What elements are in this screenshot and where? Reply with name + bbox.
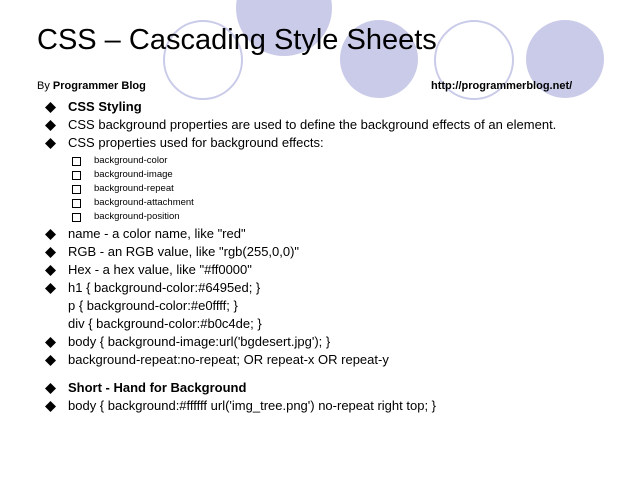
diamond-bullet-icon <box>45 355 56 366</box>
bullet-text: CSS properties used for background effects: <box>68 135 324 150</box>
bullet-item-background-image <box>45 333 625 351</box>
diamond-bullet-icon <box>45 337 56 348</box>
sub-item-text: background-attachment <box>94 197 194 208</box>
bullet-list <box>45 98 625 415</box>
sub-item-background-attachment <box>72 196 625 210</box>
bullet-text: background-repeat:no-repeat; OR repeat-x OR repeat-y <box>68 352 389 367</box>
bullet-text: Hex - a hex value, like "#ff0000" <box>68 262 252 277</box>
bullet-item-css-styling <box>45 98 625 116</box>
hollow-square-bullet-icon <box>72 199 81 208</box>
sub-bullet-list <box>45 154 625 224</box>
sub-item-background-image <box>72 168 625 182</box>
bullet-text: CSS Styling <box>68 99 142 114</box>
diamond-bullet-icon <box>45 120 56 131</box>
code-line-h1: h1 { background-color:#6495ed; } <box>68 280 261 295</box>
sub-item-text: background-position <box>94 211 180 222</box>
bullet-text: RGB - an RGB value, like "rgb(255,0,0)" <box>68 244 300 259</box>
diamond-bullet-icon <box>45 229 56 240</box>
bullet-item-color-name <box>45 225 625 243</box>
bullet-item-css-properties <box>45 134 625 152</box>
bullet-item-rgb-value <box>45 243 625 261</box>
sub-item-text: background-image <box>94 169 173 180</box>
hollow-square-bullet-icon <box>72 157 81 166</box>
diamond-bullet-icon <box>45 383 56 394</box>
bullet-text: CSS background properties are used to define the background effects of an element. <box>68 117 557 132</box>
blog-url: http://programmerblog.net/ <box>431 80 573 92</box>
hollow-square-bullet-icon <box>72 213 81 222</box>
diamond-bullet-icon <box>45 283 56 294</box>
slide-title: CSS – Cascading Style Sheets <box>37 24 437 56</box>
hollow-square-bullet-icon <box>72 185 81 194</box>
bullet-item-css-examples <box>45 279 625 333</box>
hollow-square-bullet-icon <box>72 171 81 180</box>
bullet-text: name - a color name, like "red" <box>68 226 246 241</box>
sub-item-background-repeat <box>72 182 625 196</box>
diamond-bullet-icon <box>45 247 56 258</box>
bullet-text: body { background:#ffffff url('img_tree.png') no-repeat right top; } <box>68 398 437 413</box>
bullet-item-hex-value <box>45 261 625 279</box>
diamond-bullet-icon <box>45 102 56 113</box>
diamond-bullet-icon <box>45 401 56 412</box>
sub-item-text: background-repeat <box>94 183 174 194</box>
byline <box>37 80 146 92</box>
byline-author: Programmer Blog <box>52 80 146 92</box>
diamond-bullet-icon <box>45 138 56 149</box>
sub-item-background-color <box>72 154 625 168</box>
code-line-p: p { background-color:#e0ffff; } <box>68 298 238 313</box>
byline-prefix: By <box>37 80 53 92</box>
sub-item-background-position <box>72 210 625 224</box>
bullet-item-background-properties <box>45 116 625 134</box>
bullet-text: Short - Hand for Background <box>68 380 247 395</box>
diamond-bullet-icon <box>45 265 56 276</box>
bullet-item-shorthand-example <box>45 397 625 415</box>
spacer <box>45 369 625 379</box>
bullet-item-shorthand <box>45 379 625 397</box>
bullet-text: body { background-image:url('bgdesert.jpg'); } <box>68 334 331 349</box>
bullet-item-background-repeat <box>45 351 625 369</box>
sub-item-text: background-color <box>94 155 168 166</box>
code-line-div: div { background-color:#b0c4de; } <box>68 316 262 331</box>
